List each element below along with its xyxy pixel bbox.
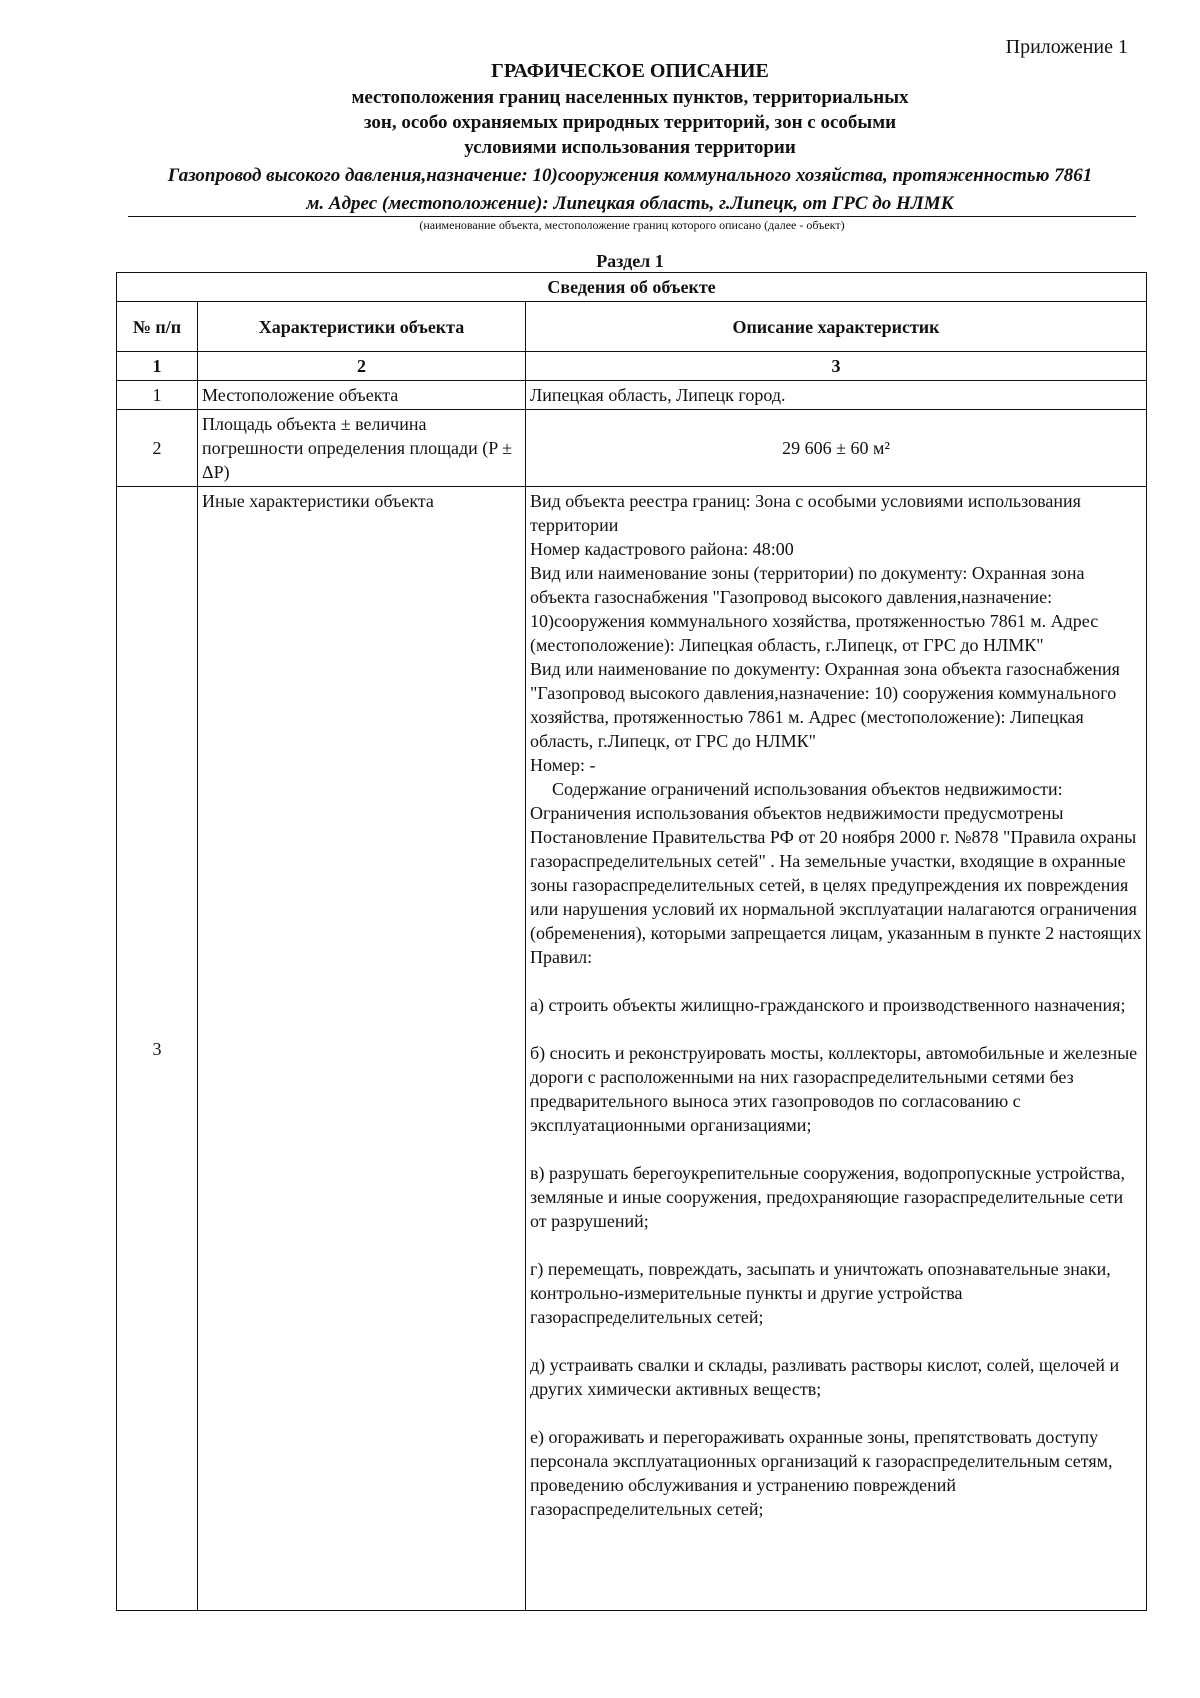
restrictions-body: Ограничения использования объектов недвижимости предусмотрены Постановление Правительства РФ от 20 ноября 2000 г. №878 "Правила охраны газораспределительных сетей" . На земельные участки, входящие в охранные зоны газораспределительных сетей, в целях предупреждения их повреждения или нарушения условий их нормальной эксплуатации налагаются ограничения (обременения), которыми запрещается лицам, указанным в пункте 2 настоящих Правил: xyxy=(530,803,1142,967)
col-number-3: 3 xyxy=(526,352,1147,381)
zone-number: Номер: - xyxy=(530,755,596,775)
table-header-row xyxy=(117,302,1147,352)
header-description: Описание характеристик xyxy=(526,302,1147,352)
subtitle-line-3: условиями использования территории xyxy=(464,137,796,158)
document-name: Вид или наименование по документу: Охранная зона объекта газоснабжения "Газопровод высокого давления,назначение: 10) сооружения коммунального хозяйства, протяженностью 7861 м. Адрес (местоположение): Липецкая область, г.Липецк, от ГРС до НЛМК" xyxy=(530,659,1120,751)
col-number-1: 1 xyxy=(117,352,198,381)
row-characteristic: Иные характеристики объекта xyxy=(198,487,526,1611)
appendix-label: Приложение 1 xyxy=(1005,36,1128,58)
row-num: 2 xyxy=(117,410,198,487)
cadastral-district: Номер кадастрового района: 48:00 xyxy=(530,539,794,559)
row-num: 3 xyxy=(117,487,198,1611)
row-description xyxy=(526,487,1147,1611)
table-row xyxy=(117,487,1147,1611)
restrictions-title: Содержание ограничений использования объектов недвижимости: xyxy=(552,779,1063,799)
row-num: 1 xyxy=(117,381,198,410)
restriction-item-e: е) огораживать и перегораживать охранные зоны, препятствовать доступу персонала эксплуатационных организаций к газораспределительным сетям, проведению обслуживания и устранению повреждений газораспределительных сетей; xyxy=(530,1427,1113,1519)
subtitle-line-1: местоположения границ населенных пунктов, территориальных xyxy=(351,87,909,108)
zone-name: Вид или наименование зоны (территории) по документу: Охранная зона объекта газоснабжения "Газопровод высокого давления,назначение: 10)сооружения коммунального хозяйства, протяженностью 7861 м. Адрес (местоположение): Липецкая область, г.Липецк, от ГРС до НЛМК" xyxy=(530,563,1099,655)
title-block xyxy=(120,58,1140,216)
header-characteristic: Характеристики объекта xyxy=(198,302,526,352)
column-number-row xyxy=(117,352,1147,381)
row-characteristic: Площадь объекта ± величина погрешности определения площади (P ± ΔP) xyxy=(198,410,526,487)
restriction-item-a: а) строить объекты жилищно-гражданского и производственного назначения; xyxy=(530,995,1126,1015)
row-description: Липецкая область, Липецк город. xyxy=(526,381,1147,410)
restriction-item-d: д) устраивать свалки и склады, разливать растворы кислот, солей, щелочей и других химически активных веществ; xyxy=(530,1355,1120,1399)
subtitle-line-2: зон, особо охраняемых природных территорий, зон с особыми xyxy=(363,112,897,133)
table-row xyxy=(117,381,1147,410)
table-title: Сведения об объекте xyxy=(117,273,1147,302)
restriction-item-g: г) перемещать, повреждать, засыпать и уничтожать опознавательные знаки, контрольно-измерительные пункты и другие устройства газораспределительных сетей; xyxy=(530,1259,1111,1327)
table-title-row xyxy=(117,273,1147,302)
table-row xyxy=(117,410,1147,487)
header-num: № п/п xyxy=(117,302,198,352)
section-title: Раздел 1 xyxy=(596,251,664,271)
document-title: ГРАФИЧЕСКОЕ ОПИСАНИЕ xyxy=(491,60,769,82)
col-number-2: 2 xyxy=(198,352,526,381)
row-description: 29 606 ± 60 м² xyxy=(526,410,1147,487)
object-name-line-2: м. Адрес (местоположение): Липецкая область, г.Липецк, от ГРС до НЛМК xyxy=(306,193,954,214)
row-characteristic: Местоположение объекта xyxy=(198,381,526,410)
object-caption: (наименование объекта, местоположение границ которого описано (далее - объект) xyxy=(419,218,845,232)
object-name-line-1: Газопровод высокого давления,назначение: 10)сооружения коммунального хозяйства, протяженностью 7861 xyxy=(167,165,1093,186)
object-name-underline xyxy=(128,216,1136,217)
object-info-table xyxy=(116,272,1147,1611)
restriction-item-b: б) сносить и реконструировать мосты, коллекторы, автомобильные и железные дороги с расположенными на них газораспределительными сетями без предварительного выноса этих газопроводов по согласованию с эксплуатационными организациями; xyxy=(530,1043,1138,1135)
registry-type: Вид объекта реестра границ: Зона с особыми условиями использования территории xyxy=(530,491,1081,535)
restriction-item-v: в) разрушать берегоукрепительные сооружения, водопропускные устройства, земляные и иные сооружения, предохраняющие газораспределительные сети от разрушений; xyxy=(530,1163,1126,1231)
